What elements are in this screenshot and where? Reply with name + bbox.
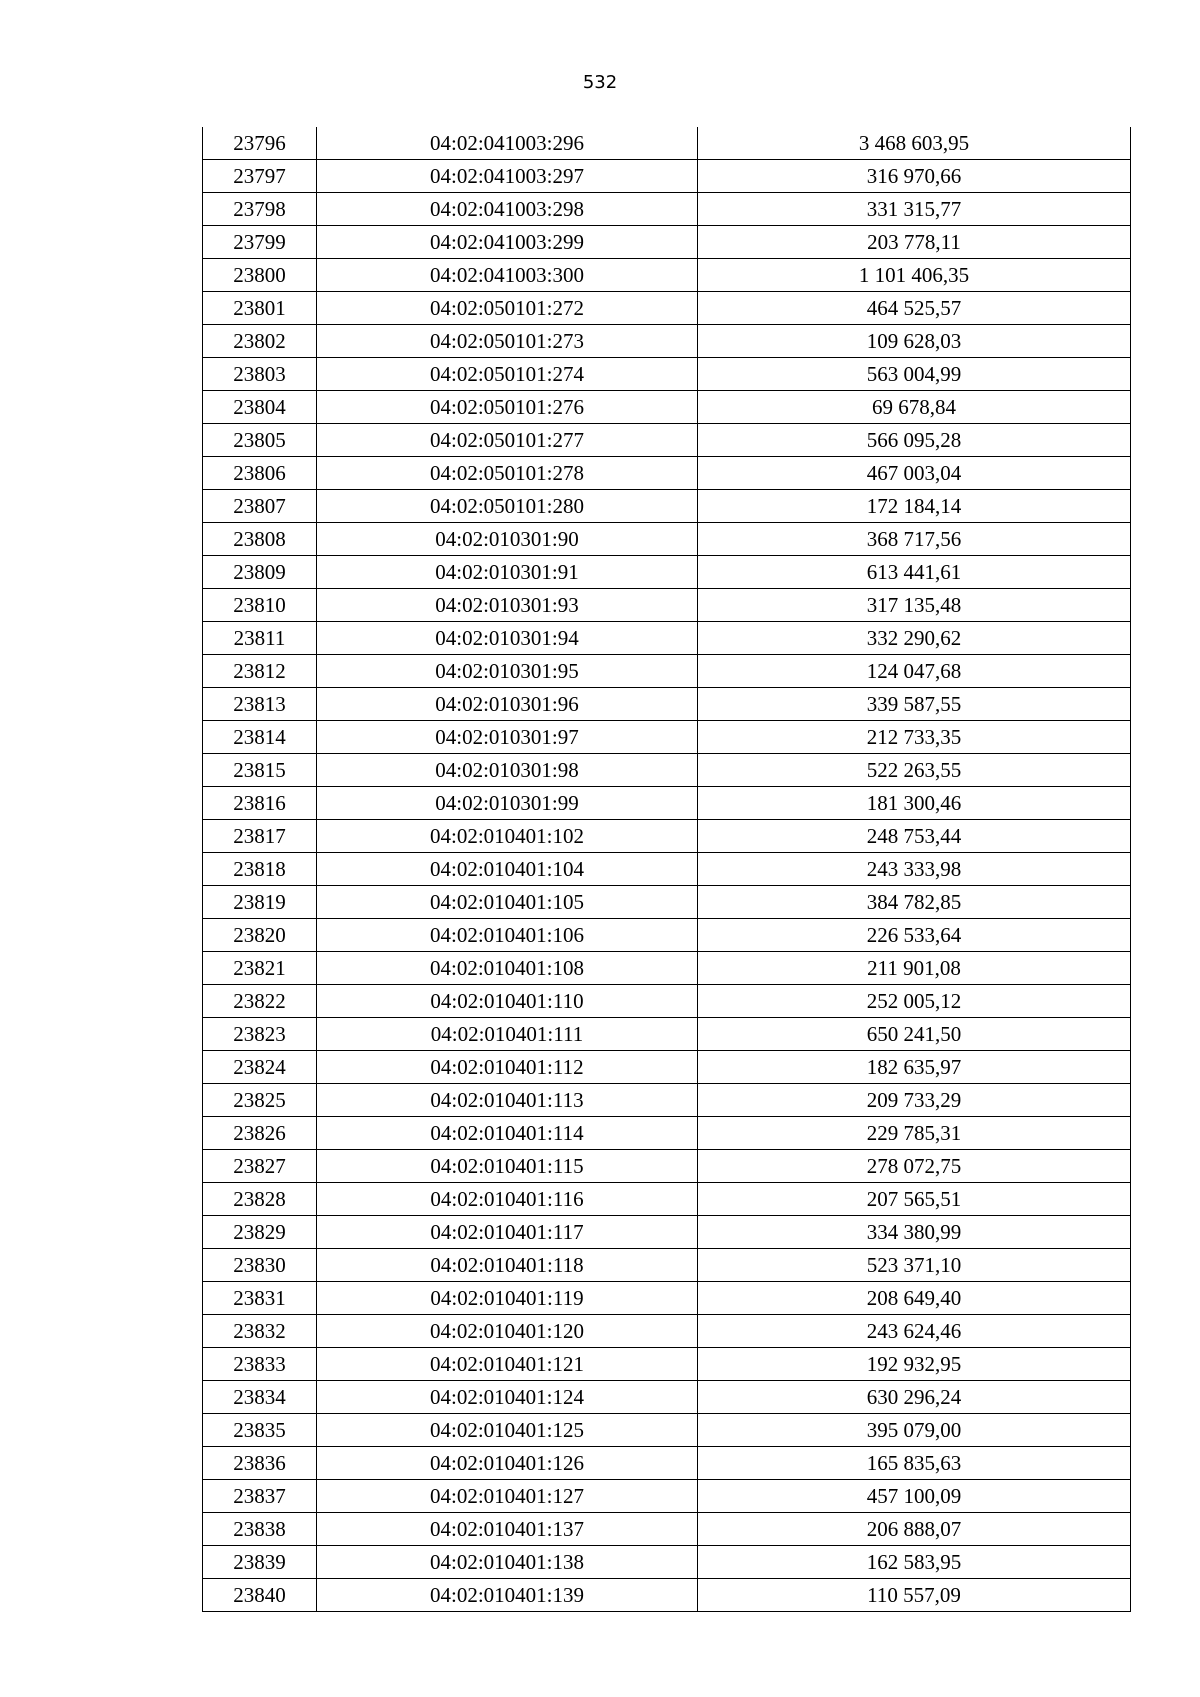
- row-number-cell: 23823: [203, 1018, 317, 1051]
- table-row: [203, 523, 1131, 556]
- cadastral-number-cell: 04:02:010401:110: [317, 985, 698, 1018]
- value-cell: 69 678,84: [698, 391, 1131, 424]
- value-cell: 331 315,77: [698, 193, 1131, 226]
- row-number-cell: 23799: [203, 226, 317, 259]
- cadastral-number-cell: 04:02:010301:94: [317, 622, 698, 655]
- cadastral-number-cell: 04:02:010401:105: [317, 886, 698, 919]
- table-row: [203, 1315, 1131, 1348]
- row-number-cell: 23806: [203, 457, 317, 490]
- value-cell: 563 004,99: [698, 358, 1131, 391]
- table-row: [203, 1051, 1131, 1084]
- table-row: [203, 1117, 1131, 1150]
- cadastral-number-cell: 04:02:050101:278: [317, 457, 698, 490]
- cadastral-number-cell: 04:02:010401:119: [317, 1282, 698, 1315]
- row-number-cell: 23838: [203, 1513, 317, 1546]
- cadastral-number-cell: 04:02:010401:112: [317, 1051, 698, 1084]
- cadastral-number-cell: 04:02:041003:297: [317, 160, 698, 193]
- value-cell: 278 072,75: [698, 1150, 1131, 1183]
- value-cell: 317 135,48: [698, 589, 1131, 622]
- row-number-cell: 23820: [203, 919, 317, 952]
- row-number-cell: 23821: [203, 952, 317, 985]
- value-cell: 162 583,95: [698, 1546, 1131, 1579]
- row-number-cell: 23825: [203, 1084, 317, 1117]
- row-number-cell: 23808: [203, 523, 317, 556]
- row-number-cell: 23837: [203, 1480, 317, 1513]
- cadastral-number-cell: 04:02:010401:125: [317, 1414, 698, 1447]
- cadastral-number-cell: 04:02:010401:126: [317, 1447, 698, 1480]
- table-row: [203, 787, 1131, 820]
- table-row: [203, 1414, 1131, 1447]
- value-cell: 332 290,62: [698, 622, 1131, 655]
- row-number-cell: 23816: [203, 787, 317, 820]
- cadastral-number-cell: 04:02:010401:102: [317, 820, 698, 853]
- row-number-cell: 23807: [203, 490, 317, 523]
- table-row: [203, 556, 1131, 589]
- row-number-cell: 23819: [203, 886, 317, 919]
- cadastral-number-cell: 04:02:010401:120: [317, 1315, 698, 1348]
- value-cell: 206 888,07: [698, 1513, 1131, 1546]
- table-row: [203, 589, 1131, 622]
- row-number-cell: 23839: [203, 1546, 317, 1579]
- cadastral-number-cell: 04:02:010401:108: [317, 952, 698, 985]
- table-row: [203, 358, 1131, 391]
- row-number-cell: 23809: [203, 556, 317, 589]
- cadastral-number-cell: 04:02:010301:93: [317, 589, 698, 622]
- table-row: [203, 424, 1131, 457]
- cadastral-number-cell: 04:02:010301:95: [317, 655, 698, 688]
- row-number-cell: 23829: [203, 1216, 317, 1249]
- cadastral-number-cell: 04:02:041003:300: [317, 259, 698, 292]
- table-row: [203, 1249, 1131, 1282]
- row-number-cell: 23835: [203, 1414, 317, 1447]
- table-row: [203, 1579, 1131, 1612]
- row-number-cell: 23796: [203, 127, 317, 160]
- value-cell: 650 241,50: [698, 1018, 1131, 1051]
- row-number-cell: 23797: [203, 160, 317, 193]
- cadastral-number-cell: 04:02:010401:137: [317, 1513, 698, 1546]
- value-cell: 109 628,03: [698, 325, 1131, 358]
- table-row: [203, 1216, 1131, 1249]
- table-row: [203, 325, 1131, 358]
- cadastral-number-cell: 04:02:010401:117: [317, 1216, 698, 1249]
- table-row: [203, 1348, 1131, 1381]
- cadastral-number-cell: 04:02:050101:277: [317, 424, 698, 457]
- row-number-cell: 23818: [203, 853, 317, 886]
- table-row: [203, 754, 1131, 787]
- cadastral-number-cell: 04:02:010401:116: [317, 1183, 698, 1216]
- value-cell: 316 970,66: [698, 160, 1131, 193]
- value-cell: 243 333,98: [698, 853, 1131, 886]
- row-number-cell: 23811: [203, 622, 317, 655]
- table-row: [203, 721, 1131, 754]
- value-cell: 467 003,04: [698, 457, 1131, 490]
- cadastral-number-cell: 04:02:050101:272: [317, 292, 698, 325]
- value-cell: 212 733,35: [698, 721, 1131, 754]
- row-number-cell: 23836: [203, 1447, 317, 1480]
- value-cell: 124 047,68: [698, 655, 1131, 688]
- row-number-cell: 23833: [203, 1348, 317, 1381]
- value-cell: 334 380,99: [698, 1216, 1131, 1249]
- page-number: 532: [582, 72, 618, 93]
- row-number-cell: 23802: [203, 325, 317, 358]
- cadastral-number-cell: 04:02:010301:98: [317, 754, 698, 787]
- value-cell: 566 095,28: [698, 424, 1131, 457]
- table-row: [203, 820, 1131, 853]
- row-number-cell: 23800: [203, 259, 317, 292]
- value-cell: 522 263,55: [698, 754, 1131, 787]
- table-row: [203, 919, 1131, 952]
- cadastral-number-cell: 04:02:010401:114: [317, 1117, 698, 1150]
- table-row: [203, 1183, 1131, 1216]
- row-number-cell: 23830: [203, 1249, 317, 1282]
- value-cell: 613 441,61: [698, 556, 1131, 589]
- value-cell: 243 624,46: [698, 1315, 1131, 1348]
- value-cell: 395 079,00: [698, 1414, 1131, 1447]
- row-number-cell: 23805: [203, 424, 317, 457]
- value-cell: 208 649,40: [698, 1282, 1131, 1315]
- table-row: [203, 490, 1131, 523]
- table-row: [203, 1282, 1131, 1315]
- cadastral-number-cell: 04:02:041003:296: [317, 127, 698, 160]
- value-cell: 207 565,51: [698, 1183, 1131, 1216]
- cadastral-number-cell: 04:02:010401:111: [317, 1018, 698, 1051]
- value-cell: 630 296,24: [698, 1381, 1131, 1414]
- table-row: [203, 226, 1131, 259]
- value-cell: 172 184,14: [698, 490, 1131, 523]
- table-row: [203, 1018, 1131, 1051]
- value-cell: 1 101 406,35: [698, 259, 1131, 292]
- cadastral-number-cell: 04:02:010301:97: [317, 721, 698, 754]
- cadastral-number-cell: 04:02:010401:139: [317, 1579, 698, 1612]
- cadastral-number-cell: 04:02:041003:298: [317, 193, 698, 226]
- table-row: [203, 1546, 1131, 1579]
- value-cell: 165 835,63: [698, 1447, 1131, 1480]
- row-number-cell: 23840: [203, 1579, 317, 1612]
- cadastral-value-table: [202, 127, 1131, 1612]
- cadastral-number-cell: 04:02:050101:280: [317, 490, 698, 523]
- value-cell: 209 733,29: [698, 1084, 1131, 1117]
- table-row: [203, 853, 1131, 886]
- cadastral-number-cell: 04:02:010301:90: [317, 523, 698, 556]
- table-row: [203, 160, 1131, 193]
- cadastral-number-cell: 04:02:010401:124: [317, 1381, 698, 1414]
- value-cell: 182 635,97: [698, 1051, 1131, 1084]
- row-number-cell: 23832: [203, 1315, 317, 1348]
- cadastral-number-cell: 04:02:010401:118: [317, 1249, 698, 1282]
- row-number-cell: 23831: [203, 1282, 317, 1315]
- value-cell: 229 785,31: [698, 1117, 1131, 1150]
- table-row: [203, 622, 1131, 655]
- value-cell: 384 782,85: [698, 886, 1131, 919]
- cadastral-number-cell: 04:02:010401:106: [317, 919, 698, 952]
- value-cell: 192 932,95: [698, 1348, 1131, 1381]
- table-row: [203, 1150, 1131, 1183]
- cadastral-number-cell: 04:02:050101:274: [317, 358, 698, 391]
- table-row: [203, 688, 1131, 721]
- cadastral-number-cell: 04:02:010401:121: [317, 1348, 698, 1381]
- cadastral-number-cell: 04:02:010401:115: [317, 1150, 698, 1183]
- row-number-cell: 23817: [203, 820, 317, 853]
- table-row: [203, 1480, 1131, 1513]
- table-body: [203, 127, 1131, 1612]
- row-number-cell: 23828: [203, 1183, 317, 1216]
- value-cell: 523 371,10: [698, 1249, 1131, 1282]
- value-cell: 3 468 603,95: [698, 127, 1131, 160]
- table-row: [203, 1084, 1131, 1117]
- value-cell: 368 717,56: [698, 523, 1131, 556]
- cadastral-number-cell: 04:02:010301:96: [317, 688, 698, 721]
- value-cell: 339 587,55: [698, 688, 1131, 721]
- cadastral-number-cell: 04:02:010301:91: [317, 556, 698, 589]
- value-cell: 181 300,46: [698, 787, 1131, 820]
- value-cell: 226 533,64: [698, 919, 1131, 952]
- row-number-cell: 23812: [203, 655, 317, 688]
- table-row: [203, 193, 1131, 226]
- cadastral-number-cell: 04:02:041003:299: [317, 226, 698, 259]
- value-cell: 248 753,44: [698, 820, 1131, 853]
- row-number-cell: 23822: [203, 985, 317, 1018]
- value-cell: 457 100,09: [698, 1480, 1131, 1513]
- table-row: [203, 457, 1131, 490]
- row-number-cell: 23803: [203, 358, 317, 391]
- cadastral-number-cell: 04:02:010401:104: [317, 853, 698, 886]
- row-number-cell: 23815: [203, 754, 317, 787]
- value-cell: 211 901,08: [698, 952, 1131, 985]
- row-number-cell: 23827: [203, 1150, 317, 1183]
- row-number-cell: 23834: [203, 1381, 317, 1414]
- row-number-cell: 23826: [203, 1117, 317, 1150]
- value-cell: 203 778,11: [698, 226, 1131, 259]
- row-number-cell: 23804: [203, 391, 317, 424]
- cadastral-number-cell: 04:02:010401:113: [317, 1084, 698, 1117]
- table-row: [203, 1381, 1131, 1414]
- cadastral-number-cell: 04:02:010401:138: [317, 1546, 698, 1579]
- row-number-cell: 23801: [203, 292, 317, 325]
- value-cell: 252 005,12: [698, 985, 1131, 1018]
- cadastral-number-cell: 04:02:010301:99: [317, 787, 698, 820]
- table-row: [203, 292, 1131, 325]
- cadastral-number-cell: 04:02:010401:127: [317, 1480, 698, 1513]
- row-number-cell: 23813: [203, 688, 317, 721]
- table-row: [203, 127, 1131, 160]
- value-cell: 110 557,09: [698, 1579, 1131, 1612]
- row-number-cell: 23824: [203, 1051, 317, 1084]
- table-row: [203, 655, 1131, 688]
- table-row: [203, 259, 1131, 292]
- row-number-cell: 23810: [203, 589, 317, 622]
- table-row: [203, 391, 1131, 424]
- table-row: [203, 886, 1131, 919]
- value-cell: 464 525,57: [698, 292, 1131, 325]
- table-row: [203, 985, 1131, 1018]
- cadastral-number-cell: 04:02:050101:273: [317, 325, 698, 358]
- table-row: [203, 1447, 1131, 1480]
- table-row: [203, 952, 1131, 985]
- table-row: [203, 1513, 1131, 1546]
- row-number-cell: 23798: [203, 193, 317, 226]
- row-number-cell: 23814: [203, 721, 317, 754]
- cadastral-number-cell: 04:02:050101:276: [317, 391, 698, 424]
